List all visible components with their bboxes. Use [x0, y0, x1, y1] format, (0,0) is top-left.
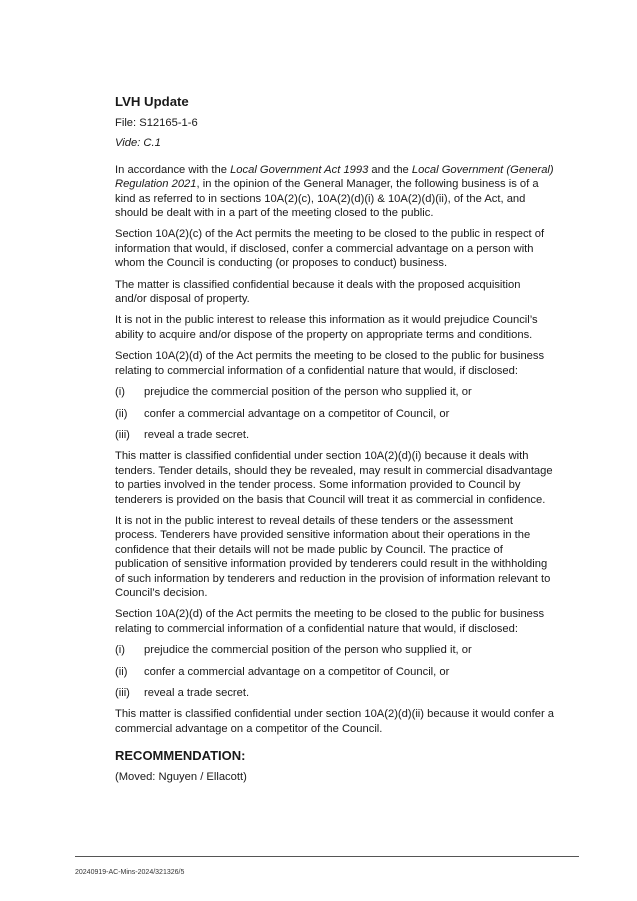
- paragraph-public-interest-tenders: It is not in the public interest to reveal details of these tenders or the assessment process. Tenderers have provided sensitive information about their operations in the confidence that their details will not be made public by Council. The practice of publication of sensitive information provided by tenderers could result in the withholding of such information by tenderers and reduction in the provision of information relevant to Council’s decision.: [115, 514, 551, 599]
- vide-reference: Vide: C.1: [115, 137, 161, 150]
- document-title: LVH Update: [115, 94, 189, 109]
- list-marker: (iii): [115, 687, 130, 699]
- regulation-citation: Local Government (General) Regulation 2021: [115, 163, 554, 191]
- intro-paragraph: [115, 163, 555, 221]
- list-text: reveal a trade secret.: [144, 687, 250, 699]
- list-item: [115, 686, 555, 700]
- list-item: [115, 643, 555, 657]
- paragraph-10a2d-a: Section 10A(2)(d) of the Act permits the meeting to be closed to the public for business relating to commercial information of a confidential nature that would, if disclosed:: [115, 350, 545, 377]
- act-citation: Local Government Act 1993: [230, 163, 369, 176]
- list-marker: (ii): [115, 407, 128, 420]
- footer-divider: [75, 856, 579, 857]
- list-item: [115, 407, 555, 421]
- paragraph-closing: This matter is classified confidential under section 10A(2)(d)(ii) because it would confer a commercial advantage on a competitor of the Council.: [115, 708, 555, 735]
- footer-reference: 20240919-AC-Mins-2024/321326/5: [75, 869, 185, 876]
- list-item: [115, 428, 555, 442]
- paragraph-public-interest-property: It is not in the public interest to release this information as it would prejudice Council’s ability to acquire and/or dispose of the property on appropriate terms and conditions.: [115, 314, 538, 341]
- list-marker: (i): [115, 644, 125, 657]
- paragraph-property: The matter is classified confidential because it deals with the proposed acquisition and/or disposal of property.: [115, 278, 521, 306]
- list-text: reveal a trade secret.: [144, 428, 250, 441]
- list-item: [115, 665, 555, 679]
- list-item: [115, 385, 555, 399]
- list-text: prejudice the commercial position of the person who supplied it, or: [144, 386, 472, 399]
- list-text: prejudice the commercial position of the person who supplied it, or: [144, 644, 472, 657]
- recommendation-heading: RECOMMENDATION:: [115, 748, 246, 764]
- moved-line: (Moved: Nguyen / Ellacott): [115, 771, 247, 784]
- file-reference: File: S12165-1-6: [115, 117, 198, 129]
- intro-text-1: In accordance with the: [115, 163, 231, 176]
- list-text: confer a commercial advantage on a competitor of Council, or: [144, 665, 450, 678]
- list-marker: (ii): [115, 665, 128, 678]
- paragraph-tenders: This matter is classified confidential under section 10A(2)(d)(i) because it deals with tenders. Tender details, should they be revealed, may result in commercial disadvantage to parties involved in the tender process. Some information provided to Council by tenderers is provided on the basis that Council will treat it as commercial in confidence.: [115, 450, 553, 506]
- intro-text-3: , in the opinion of the General Manager, the following business is of a kind as referred to in sections 10A(2)(c), 10A(2)(d)(i) & 10A(2)(d)(ii), of the Act, and should be dealt with in a part of the meeting closed to the public.: [115, 178, 539, 220]
- paragraph-10a2d-b: Section 10A(2)(d) of the Act permits the meeting to be closed to the public for business relating to commercial information of a confidential nature that would, if disclosed:: [115, 608, 545, 635]
- list-marker: (iii): [115, 428, 130, 441]
- document-body: [115, 94, 555, 791]
- list-marker: (i): [115, 386, 125, 399]
- list-text: confer a commercial advantage on a competitor of Council, or: [144, 407, 450, 420]
- paragraph-10a2c: Section 10A(2)(c) of the Act permits the meeting to be closed to the public in respect of information that would, if disclosed, confer a commercial advantage on a person with whom the Council is conducting (or proposes to conduct) business.: [115, 228, 545, 270]
- intro-text-2: and the: [368, 163, 412, 176]
